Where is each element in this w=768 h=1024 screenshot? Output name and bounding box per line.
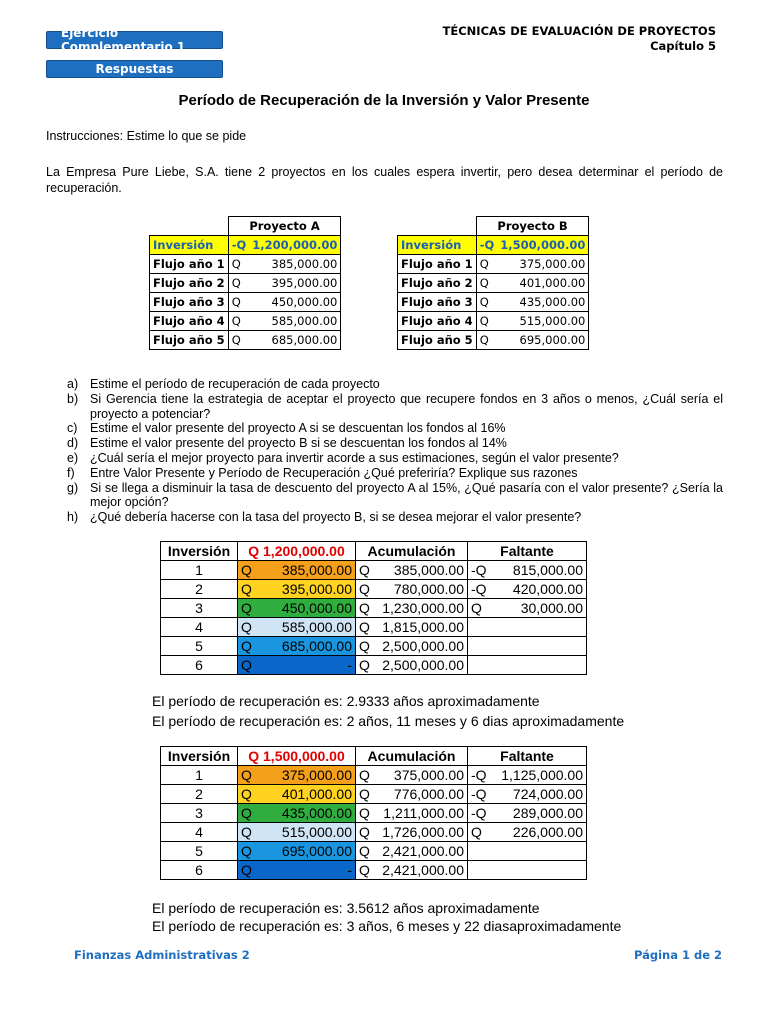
table-cell: 1,125,000.00 (492, 766, 587, 785)
table-cell: 695,000.00 (497, 331, 589, 350)
table-cell: 1 (161, 766, 238, 785)
project-b-table (397, 216, 589, 350)
table-cell: Flujo año 4 (398, 312, 477, 331)
table-cell: Q (238, 804, 257, 823)
table-cell: Q (238, 561, 257, 580)
footer-page-number: Página 1 de 2 (633, 948, 722, 962)
list-item: b) Si Gerencia tiene la estrategia de aceptar el proyecto que recupere fondos en 3 años o menos, ¿Cuál sería el proyecto a potenciar? (67, 391, 723, 421)
table-cell: Q (356, 842, 377, 861)
payback-result-a-1: El período de recuperación es: 2.9333 años aproximadamente (152, 693, 540, 709)
table-cell: Flujo año 2 (150, 274, 229, 293)
table-row (398, 312, 589, 331)
table-cell: Q (228, 255, 249, 274)
table-cell: Flujo año 1 (150, 255, 229, 274)
table-cell: Flujo año 1 (398, 255, 477, 274)
project-a-header: Proyecto A (228, 217, 341, 236)
table-cell: Q (356, 580, 377, 599)
table-cell: 1,200,000.00 (249, 236, 341, 255)
table-cell: 1,726,000.00 (376, 823, 468, 842)
table-cell: 780,000.00 (376, 580, 468, 599)
table-row (150, 255, 341, 274)
table-cell: Inversión (161, 542, 238, 561)
list-item: a) Estime el período de recuperación de cada proyecto (67, 377, 380, 391)
table-row (398, 274, 589, 293)
chapter-label: Capítulo 5 (650, 39, 716, 53)
table-row (161, 785, 587, 804)
table-cell: Q (238, 861, 257, 880)
table-cell: Flujo año 2 (398, 274, 477, 293)
table-cell: Q (238, 580, 257, 599)
table-row (161, 861, 587, 880)
table-cell: 1,211,000.00 (376, 804, 468, 823)
table-cell: 1,230,000.00 (376, 599, 468, 618)
table-row (150, 331, 341, 350)
table-cell: -Q (228, 236, 249, 255)
table-row (161, 637, 587, 656)
table-cell: Faltante (468, 542, 587, 561)
table-cell: - (256, 656, 356, 675)
table-cell: -Q (468, 766, 493, 785)
table-cell: - (256, 861, 356, 880)
table-cell: Flujo año 4 (150, 312, 229, 331)
table-cell: 435,000.00 (497, 293, 589, 312)
table-row (161, 823, 587, 842)
payback-table-a (160, 541, 587, 675)
table-cell: 685,000.00 (249, 331, 341, 350)
table-row (161, 656, 587, 675)
table-cell: 395,000.00 (256, 580, 356, 599)
table-cell: 2,500,000.00 (376, 637, 468, 656)
table-cell: 585,000.00 (256, 618, 356, 637)
table-cell: Q (228, 293, 249, 312)
table-cell: 385,000.00 (376, 561, 468, 580)
table-cell: 3 (161, 599, 238, 618)
table-cell (492, 618, 587, 637)
list-item: d) Estime el valor presente del proyecto B si se descuentan los fondos al 14% (67, 436, 507, 451)
table-cell: 1,500,000.00 (497, 236, 589, 255)
table-cell: Acumulación (356, 542, 468, 561)
table-cell: 435,000.00 (256, 804, 356, 823)
table-cell (468, 618, 493, 637)
table-cell: Inversión (161, 747, 238, 766)
table-row (161, 561, 587, 580)
table-cell: -Q (468, 804, 493, 823)
table-cell (492, 656, 587, 675)
project-b-header: Proyecto B (476, 217, 589, 236)
table-cell: 5 (161, 842, 238, 861)
table-cell: 6 (161, 656, 238, 675)
table-cell: Q 1,500,000.00 (238, 747, 356, 766)
table-cell: Q (468, 599, 493, 618)
table-cell: Q (356, 766, 377, 785)
page-title: Período de Recuperación de la Inversión y Valor Presente (178, 92, 590, 109)
table-cell: Q (356, 823, 377, 842)
table-cell: Q (228, 331, 249, 350)
course-title: TÉCNICAS DE EVALUACIÓN DE PROYECTOS (442, 24, 716, 38)
table-cell (468, 842, 493, 861)
list-item: g) Si se llega a disminuir la tasa de descuento del proyecto A al 15%, ¿Qué pasaría con el valor presente? ¿Sería la mejor opción? (67, 480, 723, 510)
table-cell: Flujo año 5 (398, 331, 477, 350)
list-item: h) ¿Qué debería hacerse con la tasa del proyecto B, si se desea mejorar el valor presente? (67, 510, 582, 525)
table-row (161, 599, 587, 618)
table-row (161, 766, 587, 785)
table-cell: -Q (476, 236, 497, 255)
table-cell: 2 (161, 580, 238, 599)
table-cell: Q (356, 804, 377, 823)
table-cell: Q (228, 274, 249, 293)
table-cell: 375,000.00 (256, 766, 356, 785)
table-row (150, 236, 341, 255)
table-cell: 2,421,000.00 (376, 842, 468, 861)
instructions: Instrucciones: Estime lo que se pide (46, 129, 247, 143)
table-cell (150, 217, 229, 236)
table-cell (492, 861, 587, 880)
table-cell: 385,000.00 (249, 255, 341, 274)
footer-course: Finanzas Administrativas 2 (74, 948, 250, 962)
table-cell: 1,815,000.00 (376, 618, 468, 637)
answers-badge: Respuestas (46, 60, 223, 78)
table-cell: Q (356, 785, 377, 804)
table-cell (492, 637, 587, 656)
table-cell: -Q (468, 561, 493, 580)
table-row (398, 255, 589, 274)
table-row (398, 293, 589, 312)
table-cell: 420,000.00 (492, 580, 587, 599)
table-cell: 385,000.00 (256, 561, 356, 580)
table-cell: Flujo año 3 (398, 293, 477, 312)
table-cell: 776,000.00 (376, 785, 468, 804)
table-row (161, 618, 587, 637)
table-cell: Q (238, 656, 257, 675)
table-cell: 4 (161, 823, 238, 842)
table-cell: Flujo año 3 (150, 293, 229, 312)
table-cell: Q (238, 766, 257, 785)
table-cell: Q (356, 637, 377, 656)
table-cell: 685,000.00 (256, 637, 356, 656)
table-cell: Inversión (398, 236, 477, 255)
table-cell: Q (476, 274, 497, 293)
table-cell: Q (356, 561, 377, 580)
table-cell: Q (476, 331, 497, 350)
table-cell: Acumulación (356, 747, 468, 766)
table-cell (468, 637, 493, 656)
table-cell: Q (238, 823, 257, 842)
table-row (150, 312, 341, 331)
table-cell: 515,000.00 (497, 312, 589, 331)
table-cell: Flujo año 5 (150, 331, 229, 350)
exercise-badge: Ejercicio Complementario 1 (46, 31, 223, 49)
table-cell: 289,000.00 (492, 804, 587, 823)
table-cell: 226,000.00 (492, 823, 587, 842)
list-item: e) ¿Cuál sería el mejor proyecto para invertir acorde a sus estimaciones, según el valor presente? (67, 450, 619, 465)
table-row (150, 274, 341, 293)
table-row (161, 842, 587, 861)
table-cell: 401,000.00 (497, 274, 589, 293)
table-cell: 450,000.00 (249, 293, 341, 312)
table-cell: Q (356, 656, 377, 675)
table-cell: Q (476, 312, 497, 331)
table-cell: Q (356, 618, 377, 637)
table-cell: 375,000.00 (376, 766, 468, 785)
list-item: c) Estime el valor presente del proyecto A si se descuentan los fondos al 16% (67, 421, 506, 436)
table-header-row (161, 747, 587, 766)
table-cell (468, 656, 493, 675)
table-cell: 450,000.00 (256, 599, 356, 618)
table-cell: Q (468, 823, 493, 842)
table-cell: 585,000.00 (249, 312, 341, 331)
table-row (161, 804, 587, 823)
table-cell: Q (238, 637, 257, 656)
table-cell: 1 (161, 561, 238, 580)
table-cell: -Q (468, 785, 493, 804)
payback-table-b (160, 746, 587, 880)
table-cell: -Q (468, 580, 493, 599)
problem-statement: La Empresa Pure Liebe, S.A. tiene 2 proyectos en los cuales espera invertir, pero desea determinar el período de recuperación. (46, 165, 723, 195)
table-cell: Q (476, 293, 497, 312)
table-cell: 2 (161, 785, 238, 804)
table-cell: 515,000.00 (256, 823, 356, 842)
table-cell: Inversión (150, 236, 229, 255)
table-cell: 395,000.00 (249, 274, 341, 293)
table-cell: 695,000.00 (256, 842, 356, 861)
table-cell: Q (238, 785, 257, 804)
table-cell (398, 217, 477, 236)
table-cell: 30,000.00 (492, 599, 587, 618)
payback-result-b-1: El período de recuperación es: 3.5612 años aproximadamente (152, 900, 540, 916)
table-cell: 401,000.00 (256, 785, 356, 804)
table-cell: 375,000.00 (497, 255, 589, 274)
questions-list (67, 377, 723, 525)
table-header-row (161, 542, 587, 561)
table-cell: Q (356, 861, 377, 880)
table-cell: 3 (161, 804, 238, 823)
table-cell: 815,000.00 (492, 561, 587, 580)
table-cell: 724,000.00 (492, 785, 587, 804)
table-cell: 6 (161, 861, 238, 880)
table-cell: Q (238, 618, 257, 637)
table-row (150, 293, 341, 312)
payback-result-a-2: El período de recuperación es: 2 años, 11 meses y 6 dias aproximadamente (152, 713, 625, 729)
list-item: f) Entre Valor Presente y Período de Recuperación ¿Qué preferiría? Explique sus razones (67, 465, 578, 480)
table-cell: 2,421,000.00 (376, 861, 468, 880)
table-cell: Q (228, 312, 249, 331)
table-row (398, 331, 589, 350)
table-cell: Q (238, 842, 257, 861)
project-a-table (149, 216, 341, 350)
payback-result-b-2: El período de recuperación es: 3 años, 6 meses y 22 diasaproximadamente (152, 918, 622, 934)
table-cell: Faltante (468, 747, 587, 766)
table-cell: Q (238, 599, 257, 618)
table-row (161, 580, 587, 599)
table-row (398, 236, 589, 255)
table-cell (468, 861, 493, 880)
table-cell: Q 1,200,000.00 (238, 542, 356, 561)
table-cell: 4 (161, 618, 238, 637)
table-cell (492, 842, 587, 861)
table-cell: Q (476, 255, 497, 274)
table-cell: 2,500,000.00 (376, 656, 468, 675)
table-cell: Q (356, 599, 377, 618)
table-cell: 5 (161, 637, 238, 656)
